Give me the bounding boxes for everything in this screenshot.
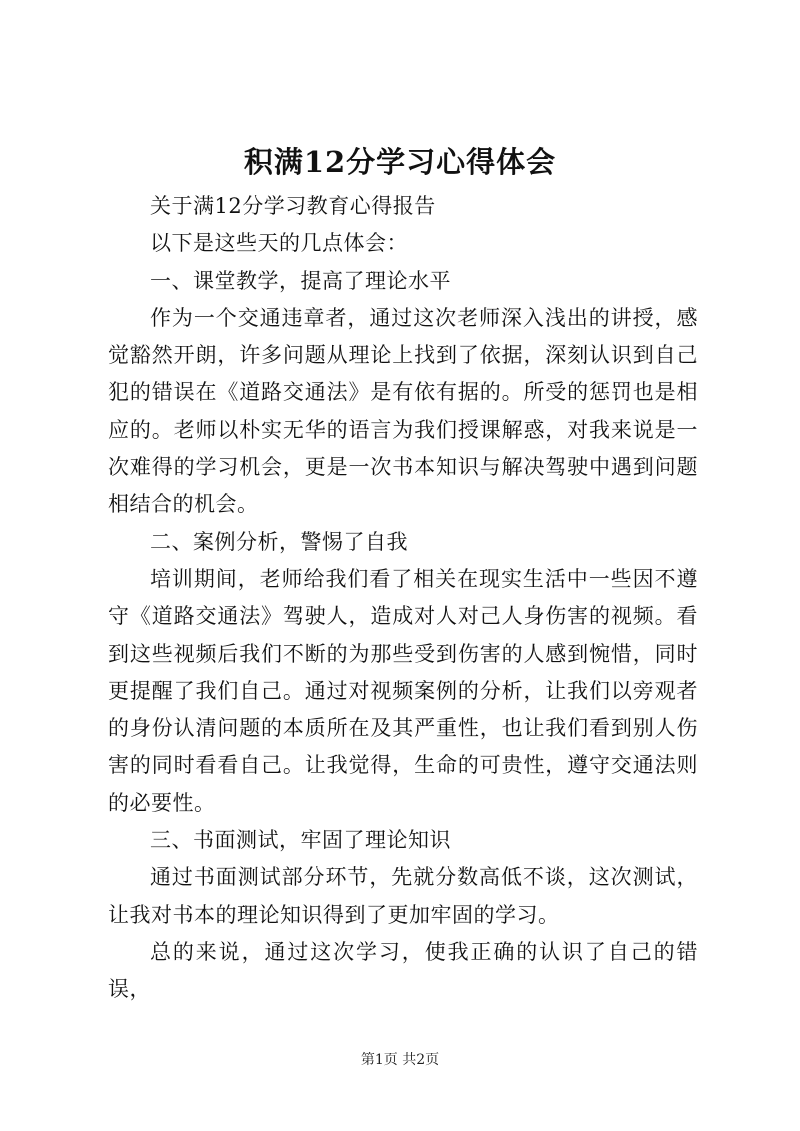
section-heading-2: 二、案例分析，警惕了自我: [150, 529, 408, 554]
page-footer: 第1页 共2页: [360, 1052, 440, 1068]
document-title: 积满12分学习心得体会: [243, 145, 557, 179]
subtitle-paragraph: 关于满12分学习教育心得报告: [150, 194, 436, 218]
intro-paragraph: 以下是这些天的几点体会：: [150, 231, 408, 256]
body-paragraph: 通过书面测试部分环节，先就分数高低不谈，这次测试，让我对书本的理论知识得到了更加牢固的学习。: [108, 865, 698, 927]
body-paragraph: 作为一个交通违章者，通过这次老师深入浅出的讲授，感觉豁然开朗，许多问题从理论上找到了依据，深刻认识到自己犯的错误在《道路交通法》是有依有据的。所受的惩罚也是相应的。老师以朴实无华的语言为我们授课解惑，对我来说是一次难得的学习机会，更是一次书本知识与解决驾驶中遇到问题相结合的机会。: [108, 305, 698, 517]
section-heading-1: 一、课堂教学，提高了理论水平: [150, 268, 451, 293]
body-paragraph: 培训期间，老师给我们看了相关在现实生活中一些因不遵守《道路交通法》驾驶人，造成对人对己人身伤害的视频。看到这些视频后我们不断的为那些受到伤害的人感到惋惜，同时更提醒了我们自己。通过对视频案例的分析，让我们以旁观者的身份认清问题的本质所在及其严重性，也让我们看到别人伤害的同时看看自己。让我觉得，生命的可贵性，遵守交通法则的必要性。: [108, 566, 698, 815]
section-heading-3: 三、书面测试，牢固了理论知识: [150, 828, 451, 853]
document-body: [108, 188, 698, 1009]
body-paragraph: 总的来说，通过这次学习，使我正确的认识了自己的错误，: [108, 939, 698, 1002]
